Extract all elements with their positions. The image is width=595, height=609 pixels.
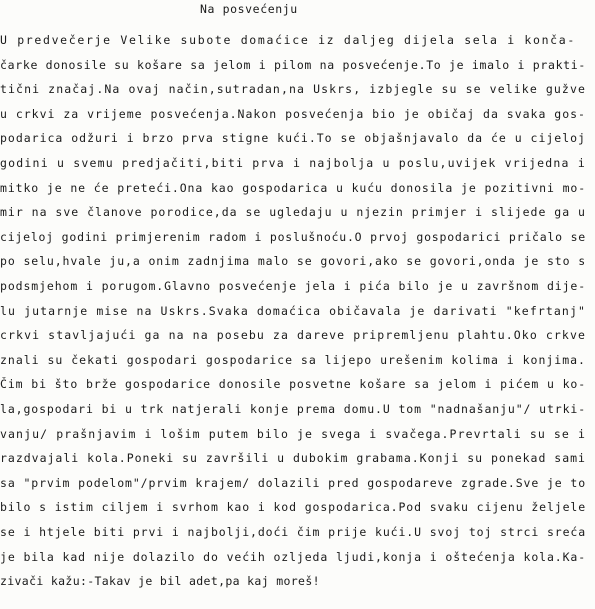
text-line: po selu,hvale ju,a onim zadnjima malo se govori,ako se govori,onda je sto s: [0, 254, 587, 269]
text-line: razdvajali kola.Poneki su završili u dubokim grabama.Konji su ponekad sami: [0, 451, 586, 466]
text-line: U predvečerje Velike subote domaćice iz daljeg dijela sela i konča-: [0, 33, 576, 47]
text-line: godini u svemu predjačiti,biti prva i najbolja u poslu,uvijek vrijedna i: [0, 156, 586, 170]
text-line: znali su čekati gospodari gospodarice sa lijepo urešenim kolima i konjima.: [0, 352, 586, 367]
text-line: lu jutarnje mise na Uskrs.Svaka domaćica običavala je darivati "kefrtanj": [0, 303, 587, 318]
text-line: se i htjele biti prvi i najbolji,doći čim prije kući.U svoj toj strci sreća: [0, 525, 587, 539]
text-line: tični značaj.Na ovaj način,sutradan,na Uskrs, izbjegle su se velike gužve: [0, 82, 587, 97]
text-line: podarica odžuri i brzo prva stigne kući.To se objašnjavalo da će u cijeloj: [0, 131, 586, 146]
text-line: čarke donosile su košare sa jelom i pilom na posvećenje.To je imalo i prakti-: [0, 57, 587, 72]
text-line: sa "prvim podelom"/prvim krajem/ dolazili pred gospodareve zgrade.Sve je to: [0, 475, 587, 490]
text-line: u crkvi za vrijeme posvećenja.Nakon posvećenja bio je običaj da svaka gos-: [0, 106, 586, 121]
text-line: la,gospodari bi u trk natjerali konje prema domu.U tom "nadnašanju"/ utrki-: [0, 402, 587, 416]
text-line: je bila kad nije dolazilo do većih ozljeda ljudi,konja i oštećenja kola.Ka-: [0, 549, 587, 564]
text-line: bilo s istim ciljem i svrhom kao i kod gospodarica.Pod svaku cijenu željele: [0, 500, 587, 515]
text-line: cijeloj godini primjerenim radom i poslušnoću.O prvoj gospodarici pričalo se: [0, 229, 587, 244]
text-line: crkvi stavljajući ga na na posebu za dareve pripremljenu plahtu.Oko crkve: [0, 328, 587, 343]
text-line: mir na sve članove porodice,da se ugledaju u njezin primjer i slijede ga u: [0, 205, 586, 220]
text-line: mitko je ne će preteći.Ona kao gospodarica u kuću donosila je pozitivni mo-: [0, 180, 587, 195]
text-line: vanju/ prašnjavim i lošim putem bilo je svega i svačega.Prevrtali su se i: [0, 426, 587, 441]
text-line: Čim bi što brže gospodarice donosile posvetne košare sa jelom i pićem u ko-: [0, 377, 587, 392]
text-line: podsmjehom i porugom.Glavno posvećenje jela i pića bilo je u završnom dije-: [0, 279, 587, 293]
text-line: zivači kažu:-Takav je bil adet,pa kaj moreš!: [0, 574, 320, 589]
page-title: Na posvećenju: [200, 2, 298, 16]
